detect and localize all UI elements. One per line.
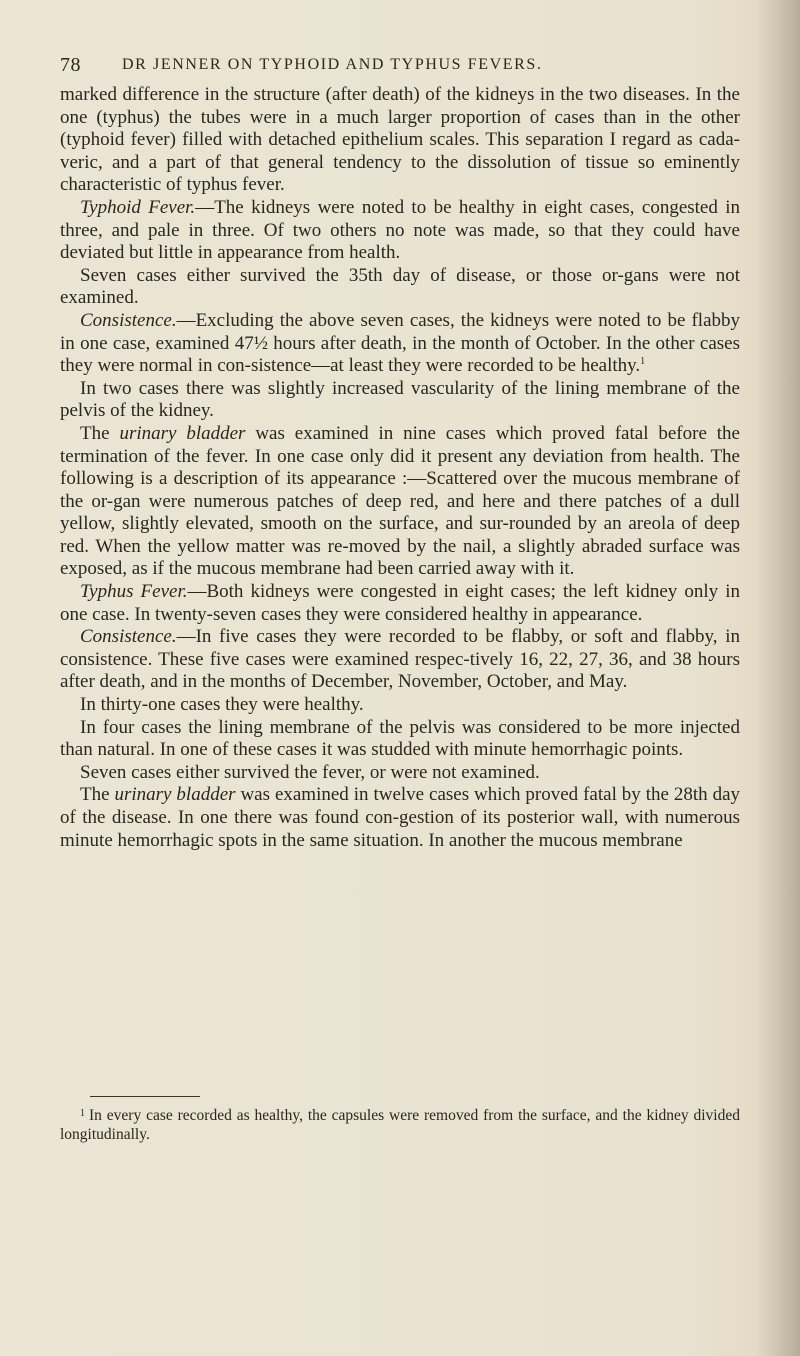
term-urinary-bladder: urinary bladder (119, 422, 246, 444)
paragraph-typhoid-fever: Typhoid Fever.—The kidneys were noted to be healthy in eight cases, congested in three, and pale in three. Of two others no note was made, so that they could have deviated but little in appearance from health. (60, 196, 741, 264)
page-header (60, 54, 740, 82)
paragraph-kidney-structure: marked difference in the structure (after death) of the kidneys in the two diseases. In the one (typhus) the tubes were in a much larger proportion of cases than in the other (typhoid fever) filled with detached epithelium scales. This separation I regard as cada-veric, and a part of that general tendency to the dissolution of tissue so eminently characteristic of typhus fever. (60, 84, 740, 196)
footnote-text: In every case recorded as healthy, the capsules were removed from the surface, and the kidney divided longitudinally. (60, 1107, 740, 1143)
body-text (60, 84, 740, 852)
footnote-divider (90, 1096, 200, 1097)
term-urinary-bladder: urinary bladder (114, 784, 236, 806)
page-binding-shadow (756, 0, 800, 1356)
paragraph-lining-membrane: In four cases the lining membrane of the pelvis was considered to be more injected than natural. In one of these cases it was studded with minute hemorrhagic points. (60, 716, 740, 761)
paragraph-consistence-typhus: Consistence.—In five cases they were recorded to be flabby, or soft and flabby, in consistence. These five cases were examined respec-tively 16, 22, 27, 36, and 38 hours after death, and in the months of December, November, October, and May. (60, 626, 740, 693)
paragraph-seven-cases: Seven cases either survived the 35th day of disease, or those or-gans were not examined. (60, 264, 740, 309)
footnote (60, 1104, 740, 1144)
paragraph-typhus-fever: Typhus Fever.—Both kidneys were congested in eight cases; the left kidney only in one case. In twenty-seven cases they were considered healthy in appearance. (60, 581, 740, 625)
running-head: DR JENNER ON TYPHOID AND TYPHUS FEVERS. (122, 56, 543, 73)
paragraph-healthy-cases: In thirty-one cases they were healthy. (80, 694, 364, 716)
section-title-consistence: Consistence. (80, 309, 177, 331)
paragraph-urinary-bladder-typhus: The urinary bladder was examined in twelve cases which proved fatal by the 28th day of the disease. In one there was found con-gestion of its posterior wall, with numerous minute hemorrhagic spots in the same situation. In another the mucous membrane (60, 784, 740, 851)
page-number: 78 (60, 54, 81, 76)
section-title-typhoid-fever: Typhoid Fever. (80, 196, 196, 218)
section-title-consistence: Consistence. (80, 626, 177, 648)
paragraph-vascularity: In two cases there was slightly increased vascularity of the lining membrane of the pelvis of the kidney. (60, 377, 740, 422)
paragraph-survived-fever: Seven cases either survived the fever, or were not examined. (80, 761, 540, 783)
footnote-mark: 1 (80, 1108, 85, 1119)
paragraph-consistence-typhoid: Consistence.—Excluding the above seven cases, the kidneys were noted to be flabby in one case, examined 47½ hours after death, in the month of October. In the other cases they were normal in con-sistence—at least they were recorded to be healthy.$^1$ (60, 309, 740, 377)
footnote-reference[interactable]: 1 (640, 356, 646, 368)
paragraph-urinary-bladder-typhoid: The urinary bladder was examined in nine cases which proved fatal before the termination of the fever. In one case only did it present any deviation from health. The following is a description of its appearance :—Scattered over the mucous membrane of the or-gan were numerous patches of deep red, and here and there patches of a dull yellow, slightly elevated, smooth on the surface, and sur-rounded by an areola of deep red. When the yellow matter was re-moved by the nail, a slightly abraded surface was exposed, as if the mucous membrane had been carried away with it. (60, 422, 740, 580)
section-title-typhus-fever: Typhus Fever. (80, 581, 188, 603)
